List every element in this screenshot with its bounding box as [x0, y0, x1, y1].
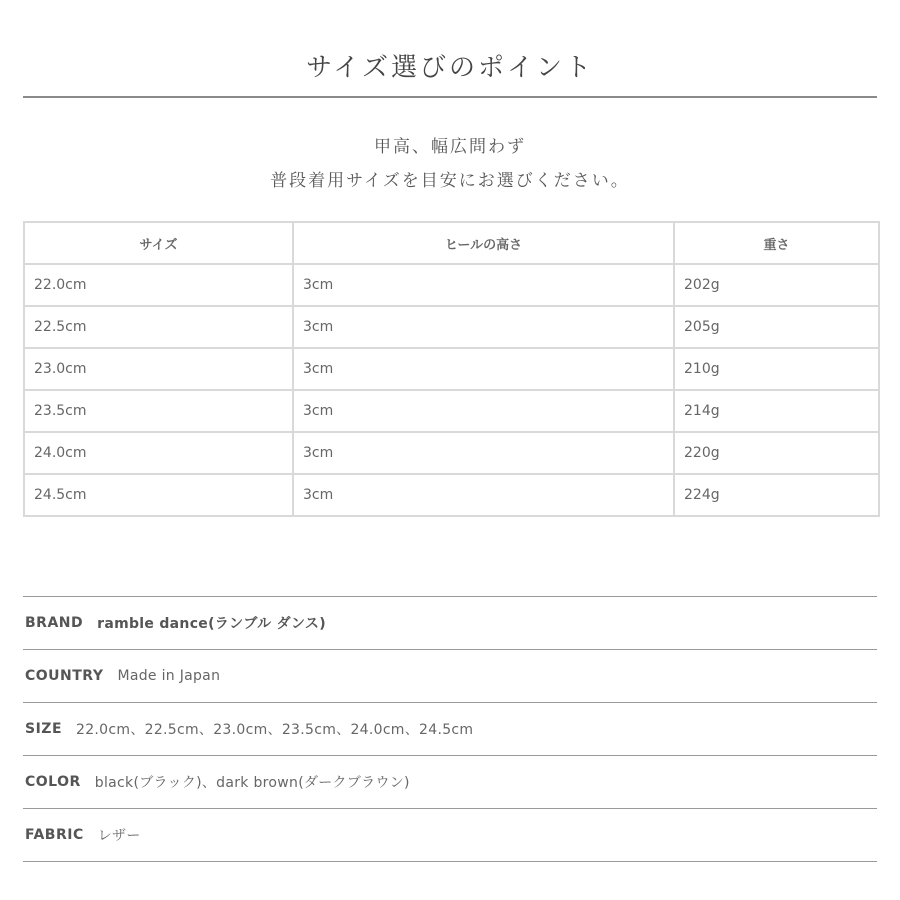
cell-heel-height: 3cm	[293, 432, 674, 474]
column-header-weight: 重さ	[674, 222, 879, 264]
table-row	[24, 306, 879, 348]
spec-value-fabric: レザー	[97, 828, 141, 844]
cell-weight: 224g	[674, 474, 879, 516]
cell-size: 22.5cm	[24, 306, 293, 348]
cell-weight: 202g	[674, 264, 879, 306]
table-row	[24, 348, 879, 390]
spec-label-fabric: FABRIC	[25, 827, 84, 843]
cell-heel-height: 3cm	[293, 390, 674, 432]
spec-row-country	[23, 649, 877, 702]
spec-label-size: SIZE	[25, 721, 63, 737]
cell-size: 24.0cm	[24, 432, 293, 474]
spec-value-country: Made in Japan	[117, 668, 221, 684]
table-row	[24, 432, 879, 474]
spec-value-color: black(ブラック)、dark brown(ダークブラウン)	[94, 775, 410, 791]
cell-size: 24.5cm	[24, 474, 293, 516]
spec-row-fabric	[23, 808, 877, 862]
table-row	[24, 474, 879, 516]
title-divider	[23, 96, 877, 98]
spec-row-brand	[23, 596, 877, 649]
spec-label-brand: BRAND	[25, 615, 84, 631]
cell-heel-height: 3cm	[293, 306, 674, 348]
intro-text	[0, 130, 900, 198]
column-header-size: サイズ	[24, 222, 293, 264]
spec-row-color	[23, 755, 877, 808]
spec-label-country: COUNTRY	[25, 668, 104, 684]
size-table	[23, 221, 880, 517]
cell-weight: 205g	[674, 306, 879, 348]
cell-weight: 214g	[674, 390, 879, 432]
spec-label-color: COLOR	[25, 774, 81, 790]
cell-heel-height: 3cm	[293, 474, 674, 516]
cell-size: 23.5cm	[24, 390, 293, 432]
cell-heel-height: 3cm	[293, 348, 674, 390]
cell-heel-height: 3cm	[293, 264, 674, 306]
intro-line-2: 普段着用サイズを目安にお選びください。	[270, 171, 630, 191]
table-header-row	[24, 222, 879, 264]
intro-line-1: 甲高、幅広問わず	[374, 137, 526, 157]
spec-value-size: 22.0cm、22.5cm、23.0cm、23.5cm、24.0cm、24.5cm	[76, 722, 474, 738]
cell-size: 22.0cm	[24, 264, 293, 306]
product-specs	[23, 596, 877, 862]
table-row	[24, 264, 879, 306]
spec-value-brand: ramble dance(ランブル ダンス)	[97, 616, 326, 632]
page-title: サイズ選びのポイント	[306, 53, 594, 83]
spec-row-size	[23, 702, 877, 755]
column-header-heel-height: ヒールの高さ	[293, 222, 674, 264]
cell-weight: 220g	[674, 432, 879, 474]
table-row	[24, 390, 879, 432]
cell-size: 23.0cm	[24, 348, 293, 390]
cell-weight: 210g	[674, 348, 879, 390]
